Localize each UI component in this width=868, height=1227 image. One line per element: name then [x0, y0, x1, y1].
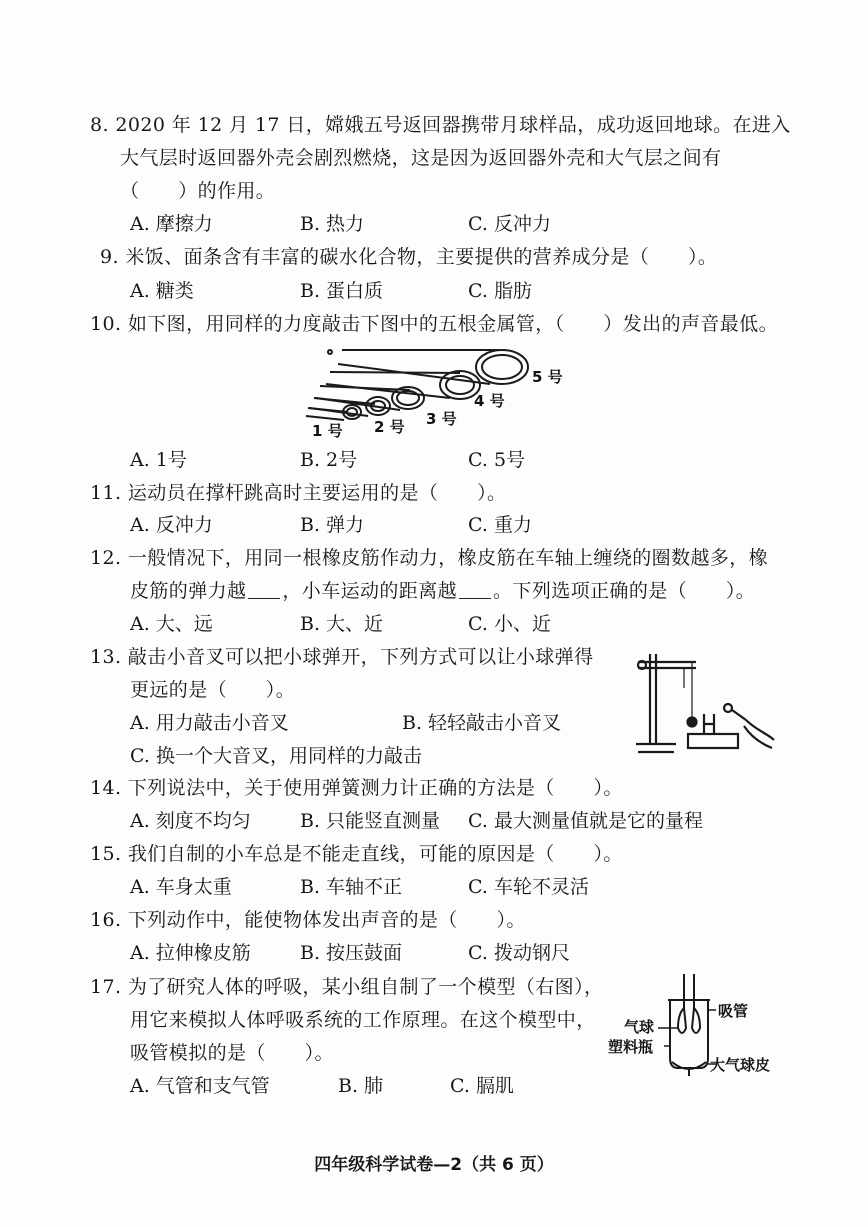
question-number: 9.: [100, 246, 119, 268]
option-a[interactable]: A. 大、远: [130, 613, 213, 635]
question-17-line-2: 用它来模拟人体呼吸系统的工作原理。在这个模型中，: [130, 1009, 596, 1031]
question-text: 运动员在撑杆跳高时主要运用的是（ ）。: [127, 482, 507, 504]
option-a[interactable]: A. 拉伸橡皮筋: [130, 942, 251, 964]
question-12-line-2: [130, 579, 755, 603]
question-number: 16.: [90, 909, 122, 931]
question-13-line-2: 更远的是（ ）。: [130, 679, 296, 701]
question-text: 敲击小音叉可以把小球弹开，下列方式可以让小球弹得: [127, 646, 594, 668]
option-b[interactable]: B. 只能竖直测量: [300, 810, 441, 832]
question-text: 。下列选项正确的是（ ）。: [493, 580, 756, 602]
option-a[interactable]: A. 车身太重: [130, 876, 232, 898]
option-a[interactable]: A. 用力敲击小音叉: [130, 712, 289, 734]
question-text: 为了研究人体的呼吸，某小组自制了一个模型（右图），: [127, 976, 604, 998]
question-text: 一般情况下，用同一根橡皮筋作动力，橡皮筋在车轴上缠绕的圈数越多，橡: [127, 547, 769, 569]
option-a[interactable]: A. 刻度不均匀: [130, 810, 251, 832]
question-number: 14.: [90, 777, 122, 799]
option-a[interactable]: A. 1号: [130, 449, 187, 471]
option-b[interactable]: B. 2号: [300, 449, 358, 471]
option-c[interactable]: C. 反冲力: [468, 213, 551, 235]
option-b[interactable]: B. 蛋白质: [300, 280, 384, 302]
option-c[interactable]: C. 5号: [468, 449, 526, 471]
metal-pipes-figure: [300, 340, 590, 440]
question-text: 我们自制的小车总是不能走直线，可能的原因是（ ）。: [127, 843, 623, 865]
question-text: 如下图，用同样的力度敲击下图中的五根金属管，（ ）发出的声音最低。: [127, 313, 778, 335]
option-c[interactable]: C. 小、近: [468, 613, 551, 635]
option-c[interactable]: C. 换一个大音叉，用同样的力敲击: [130, 745, 422, 767]
pipe-label-3: 3 号: [426, 410, 457, 428]
question-17-line-1: [90, 975, 603, 999]
question-number: 15.: [90, 843, 122, 865]
label-straw: 吸管: [718, 1002, 749, 1020]
option-b[interactable]: B. 弹力: [300, 514, 365, 536]
option-c[interactable]: C. 重力: [468, 514, 532, 536]
question-11-line-1: [90, 481, 506, 505]
label-big-balloon-skin: 大气球皮: [710, 1056, 771, 1074]
label-plastic-bottle: 塑料瓶: [608, 1038, 654, 1056]
option-b[interactable]: B. 轻轻敲击小音叉: [402, 712, 562, 734]
answer-blank[interactable]: [459, 582, 491, 599]
question-text: 下列动作中，能使物体发出声音的是（ ）。: [127, 909, 526, 931]
option-b[interactable]: B. 肺: [338, 1075, 384, 1097]
option-a[interactable]: A. 糖类: [130, 280, 194, 302]
question-16-line-1: [90, 908, 526, 932]
label-balloon: 气球: [624, 1018, 655, 1036]
question-10-line-1: [90, 312, 778, 336]
option-c[interactable]: C. 最大测量值就是它的量程: [468, 810, 703, 832]
option-b[interactable]: B. 按压鼓面: [300, 942, 403, 964]
option-a[interactable]: A. 摩擦力: [130, 213, 213, 235]
pipe-label-2: 2 号: [374, 418, 405, 436]
question-13-line-1: [90, 645, 593, 669]
question-number: 17.: [90, 976, 122, 998]
question-number: 11.: [90, 482, 122, 504]
question-17-line-3: 吸管模拟的是（ ）。: [130, 1042, 334, 1064]
question-text: 皮筋的弹力越: [130, 580, 247, 602]
question-text: 下列说法中，关于使用弹簧测力计正确的方法是（ ）。: [127, 777, 623, 799]
question-text: ，小车运动的距离越: [282, 580, 458, 602]
page-footer: 四年级科学试卷—2（共 6 页）: [314, 1155, 554, 1175]
option-c[interactable]: C. 脂肪: [468, 280, 532, 302]
pipe-label-5: 5 号: [532, 368, 563, 386]
question-12-line-1: [90, 546, 768, 570]
option-c[interactable]: C. 拨动钢尺: [468, 942, 570, 964]
pipe-label-1: 1 号: [312, 422, 343, 440]
option-a[interactable]: A. 反冲力: [130, 514, 213, 536]
question-text: 2020 年 12 月 17 日，嫦娥五号返回器携带月球样品，成功返回地球。在进入: [115, 114, 791, 136]
question-8-line-1: [90, 113, 791, 137]
question-number: 13.: [90, 646, 122, 668]
pipe-label-4: 4 号: [474, 392, 505, 410]
answer-blank[interactable]: [248, 582, 280, 599]
option-b[interactable]: B. 大、近: [300, 613, 384, 635]
question-number: 8.: [90, 114, 109, 136]
option-c[interactable]: C. 膈肌: [450, 1075, 514, 1097]
option-c[interactable]: C. 车轮不灵活: [468, 876, 589, 898]
question-number: 10.: [90, 313, 122, 335]
question-9-line-1: [100, 245, 717, 269]
question-14-line-1: [90, 776, 623, 800]
option-b[interactable]: B. 热力: [300, 213, 365, 235]
breathing-model-figure: [598, 970, 788, 1080]
question-15-line-1: [90, 842, 623, 866]
question-8-line-2: 大气层时返回器外壳会剧烈燃烧，这是因为返回器外壳和大气层之间有: [120, 147, 722, 169]
question-number: 12.: [90, 547, 122, 569]
question-text: 米饭、面条含有丰富的碳水化合物，主要提供的营养成分是（ ）。: [125, 246, 718, 268]
tuning-fork-figure: [628, 648, 778, 758]
question-8-line-3: （ ）的作用。: [120, 180, 276, 202]
option-a[interactable]: A. 气管和支气管: [130, 1075, 270, 1097]
option-b[interactable]: B. 车轴不正: [300, 876, 403, 898]
